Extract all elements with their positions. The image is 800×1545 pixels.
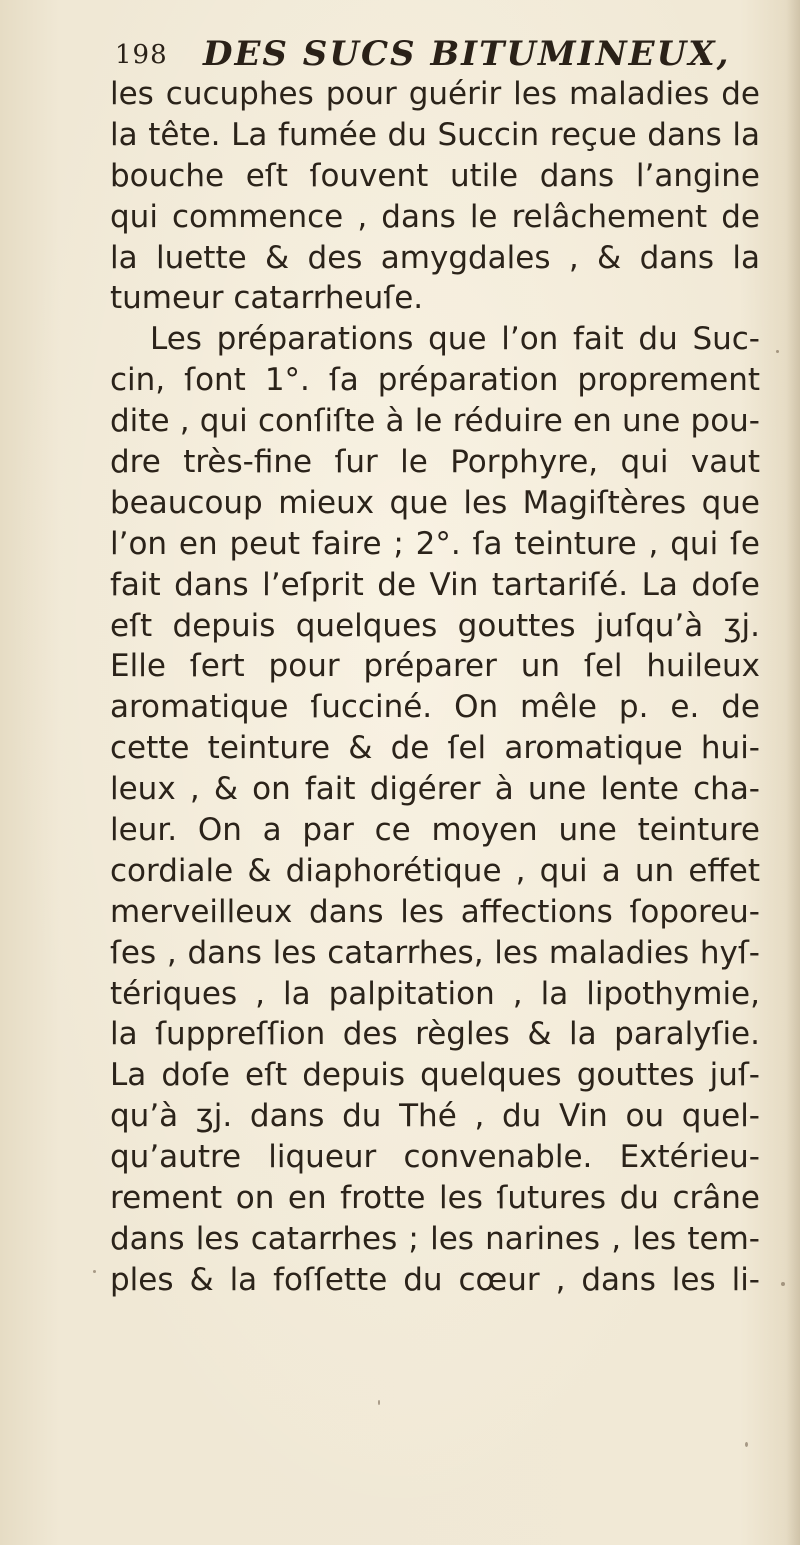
page-number: 198 — [115, 40, 168, 70]
text-line: dre très-fine ſur le Porphyre, qui vaut — [110, 444, 760, 481]
text-line: merveilleux dans les affections ſoporeu- — [110, 893, 760, 930]
text-line: l’on en peut faire ; 2°. ſa teinture , qui ſe — [110, 525, 760, 562]
text-line: la ſuppreſſion des règles & la paralyſie. — [110, 1016, 760, 1053]
paragraph-start-line: Les préparations que l’on fait du Suc- — [150, 321, 760, 358]
text-line: cin, ſont 1°. ſa préparation proprement — [110, 362, 760, 399]
paper-speck — [745, 1442, 748, 1447]
text-line: La doſe eſt depuis quelques gouttes juſ- — [110, 1057, 760, 1094]
text-line: tériques , la palpitation , la lipothymie, — [110, 975, 760, 1012]
running-head: DES SUCS BITUMINEUX, — [203, 34, 731, 74]
text-line: leur. On a par ce moyen une teinture — [110, 812, 760, 849]
paper-speck — [781, 1282, 785, 1286]
text-line: ſes , dans les catarrhes, les maladies hyſ- — [110, 934, 760, 971]
text-line: la luette & des amygdales , & dans la — [110, 239, 760, 276]
text-line: cette teinture & de ſel aromatique hui- — [110, 730, 760, 767]
text-line: rement on en frotte les ſutures du crâne — [110, 1180, 760, 1217]
paper-speck — [776, 350, 779, 353]
text-line: ples & la foſſette du cœur , dans les li- — [110, 1261, 760, 1298]
text-line: dans les catarrhes ; les narines , les tem- — [110, 1220, 760, 1257]
text-line: dite , qui conſiſte à le réduire en une pou- — [110, 403, 760, 440]
text-line: tumeur catarrheuſe. — [110, 280, 424, 317]
text-line: les cucuphes pour guérir les maladies de — [110, 76, 760, 112]
text-line: qu’à ʒj. dans du Thé , du Vin ou quel- — [110, 1098, 760, 1135]
paper-speck — [378, 1400, 380, 1405]
body-text — [110, 74, 760, 1301]
page-edge-shadow — [786, 0, 800, 1545]
text-line: qu’autre liqueur convenable. Extérieu- — [110, 1139, 760, 1176]
text-line: la tête. La fumée du Succin reçue dans la — [110, 116, 760, 153]
text-line: fait dans l’eſprit de Vin tartariſé. La doſe — [110, 566, 760, 603]
text-line: beaucoup mieux que les Magiſtères que — [110, 484, 760, 521]
text-line: qui commence , dans le relâchement de — [110, 198, 760, 235]
text-line: aromatique ſucciné. On mêle p. e. de — [110, 689, 760, 726]
text-line: leux , & on fait digérer à une lente cha- — [110, 771, 760, 808]
text-line: Elle ſert pour préparer un ſel huileux — [110, 648, 760, 685]
text-line: cordiale & diaphorétique , qui a un effet — [110, 852, 760, 889]
text-line: eſt depuis quelques gouttes juſqu’à ʒj. — [110, 607, 760, 644]
paper-speck — [93, 1270, 96, 1273]
text-line: bouche eſt ſouvent utile dans l’angine — [110, 157, 760, 194]
